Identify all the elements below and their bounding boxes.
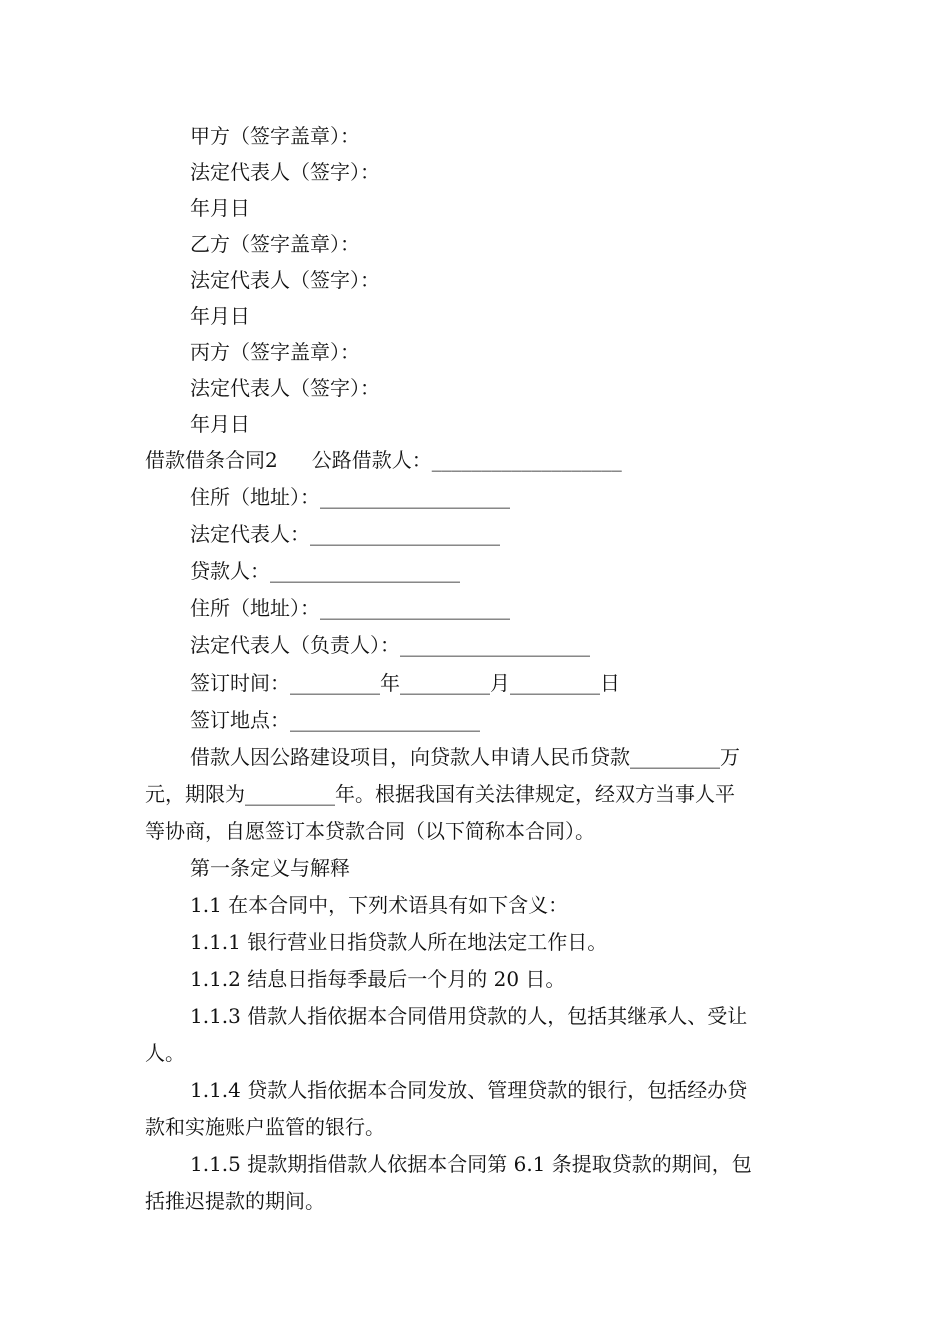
party-a-signature-line: 甲方（签字盖章）： — [190, 124, 360, 148]
party-b-representative-line: 法定代表人（签字）： — [190, 268, 380, 292]
clause-1-1-3-line: 人。 — [145, 1041, 185, 1065]
party-a-representative-line: 法定代表人（签字）： — [190, 160, 380, 184]
party-b-date-line: 年月日 — [190, 304, 250, 328]
lender-representative-field: 法定代表人（负责人）：___________________ — [190, 633, 590, 657]
borrower-address-field: 住所（地址）：___________________ — [190, 485, 510, 509]
party-a-date-line: 年月日 — [190, 196, 250, 220]
clause-1-1-2: 1.1.2 结息日指每季最后一个月的 20 日。 — [190, 967, 566, 991]
article-1-title: 第一条定义与解释 — [190, 856, 350, 880]
party-c-representative-line: 法定代表人（签字）： — [190, 376, 380, 400]
intro-paragraph-line: 等协商，自愿签订本贷款合同（以下简称本合同）。 — [145, 819, 595, 843]
clause-1-1: 1.1 在本合同中，下列术语具有如下含义： — [190, 893, 569, 917]
clause-1-1-1: 1.1.1 银行营业日指贷款人所在地法定工作日。 — [190, 930, 608, 954]
intro-paragraph-line: 借款人因公路建设项目，向贷款人申请人民币贷款_________万 — [190, 745, 740, 769]
clause-1-1-3-line: 1.1.3 借款人指依据本合同借用贷款的人，包括其继承人、受让 — [190, 1004, 748, 1028]
signing-place-field: 签订地点：___________________ — [190, 708, 480, 732]
intro-paragraph-line: 元，期限为_________年。根据我国有关法律规定，经双方当事人平 — [145, 782, 735, 806]
lender-address-field: 住所（地址）：___________________ — [190, 596, 510, 620]
borrower-field: 公路借款人：___________________ — [311, 448, 622, 472]
clause-1-1-4-line: 1.1.4 贷款人指依据本合同发放、管理贷款的银行，包括经办贷 — [190, 1078, 748, 1102]
clause-1-1-4-line: 款和实施账户监管的银行。 — [145, 1115, 385, 1139]
borrower-representative-field: 法定代表人：___________________ — [190, 522, 500, 546]
contract-heading: 借款借条合同2 — [145, 448, 278, 472]
signing-time-field: 签订时间：_________年_________月_________日 — [190, 671, 620, 695]
party-c-signature-line: 丙方（签字盖章）： — [190, 340, 360, 364]
lender-field: 贷款人：___________________ — [190, 559, 460, 583]
clause-1-1-5-line: 1.1.5 提款期指借款人依据本合同第 6.1 条提取贷款的期间，包 — [190, 1152, 752, 1176]
party-b-signature-line: 乙方（签字盖章）： — [190, 232, 360, 256]
contract-heading-row — [145, 442, 815, 478]
clause-1-1-5-line: 括推迟提款的期间。 — [145, 1189, 325, 1213]
party-c-date-line: 年月日 — [190, 412, 250, 436]
